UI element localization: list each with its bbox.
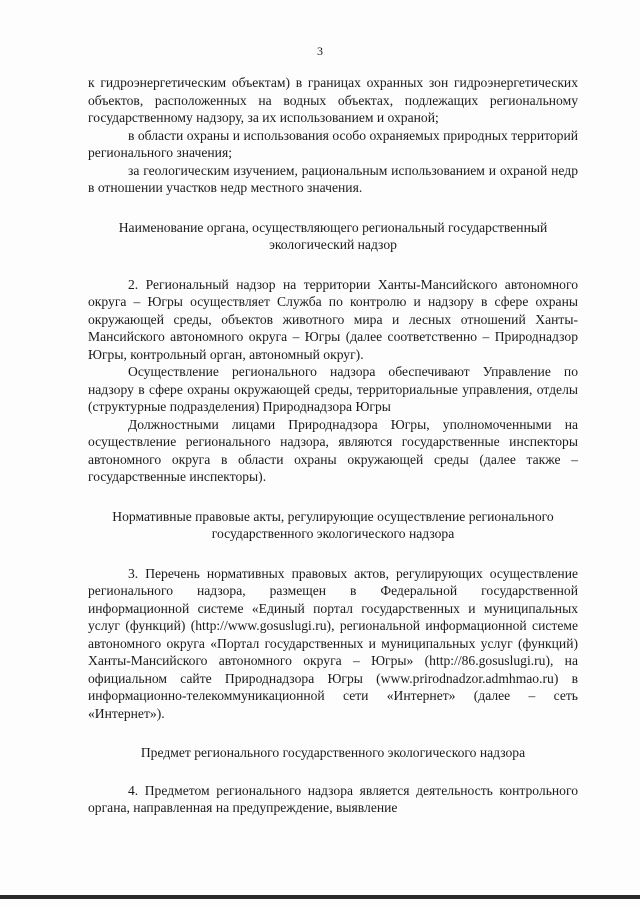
numbered-paragraph: 3. Перечень нормативных правовых актов, регулирующих осуществление регионального надзора, размещен в Федеральной государственной информационной системе «Единый портал государственных и муниципальных услуг (функций) (http://www.gosuslugi.ru), региональной информационной системе автономного округа «Портал государственных и муниципальных услуг (функций) Ханты-Мансийского автономного округа – Югры» (http://86.gosuslugi.ru), на официальном сайте Природнадзора Югры (www.prirodnadzor.admhmao.ru) в информационно-телекоммуникационной сети «Интернет» (далее – сеть «Интернет»). <box>88 565 578 721</box>
paragraph: в области охраны и использования особо охраняемых природных территорий регионального значения; <box>88 127 578 160</box>
paragraph-continuation: к гидроэнергетическим объектам) в границах охранных зон гидроэнергетических объектов, расположенных на водных объектах, подлежащих региональному государственному надзору, за их использованием и охраной; <box>88 75 578 125</box>
section-heading: Предмет регионального государственного экологического надзора <box>140 745 526 760</box>
numbered-paragraph: 4. Предметом регионального надзора является деятельность контрольного органа, направленная на предупреждение, выявление <box>88 782 578 815</box>
numbered-paragraph: 2. Региональный надзор на территории Ханты-Мансийского автономного округа – Югры осуществляет Служба по контролю и надзору в сфере охраны окружающей среды, объектов животного мира и лесных отношений Ханты-Мансийского автономного округа – Югры (далее соответственно – Природнадзор Югры, контрольный орган, автономный округ). <box>88 276 578 362</box>
page-number: 3 <box>317 44 323 58</box>
section-heading: Наименование органа, осуществляющего региональный государственный экологический надзор <box>118 219 548 252</box>
section-heading: Нормативные правовые акты, регулирующие осуществление регионального государственного экологического надзора <box>112 508 554 541</box>
document-body <box>88 74 578 817</box>
paragraph: Осуществление регионального надзора обеспечивают Управление по надзору в сфере охраны окружающей среды, территориальные управления, отделы (структурные подразделения) Природнадзора Югры <box>88 364 578 414</box>
scan-edge-bar <box>0 895 640 899</box>
paragraph: Должностными лицами Природнадзора Югры, уполномоченными на осуществление регионального надзора, являются государственные инспекторы автономного округа в области охраны окружающей среды (далее также – государственные инспекторы). <box>88 416 578 484</box>
paragraph: за геологическим изучением, рациональным использованием и охраной недр в отношении участков недр местного значения. <box>88 162 578 195</box>
